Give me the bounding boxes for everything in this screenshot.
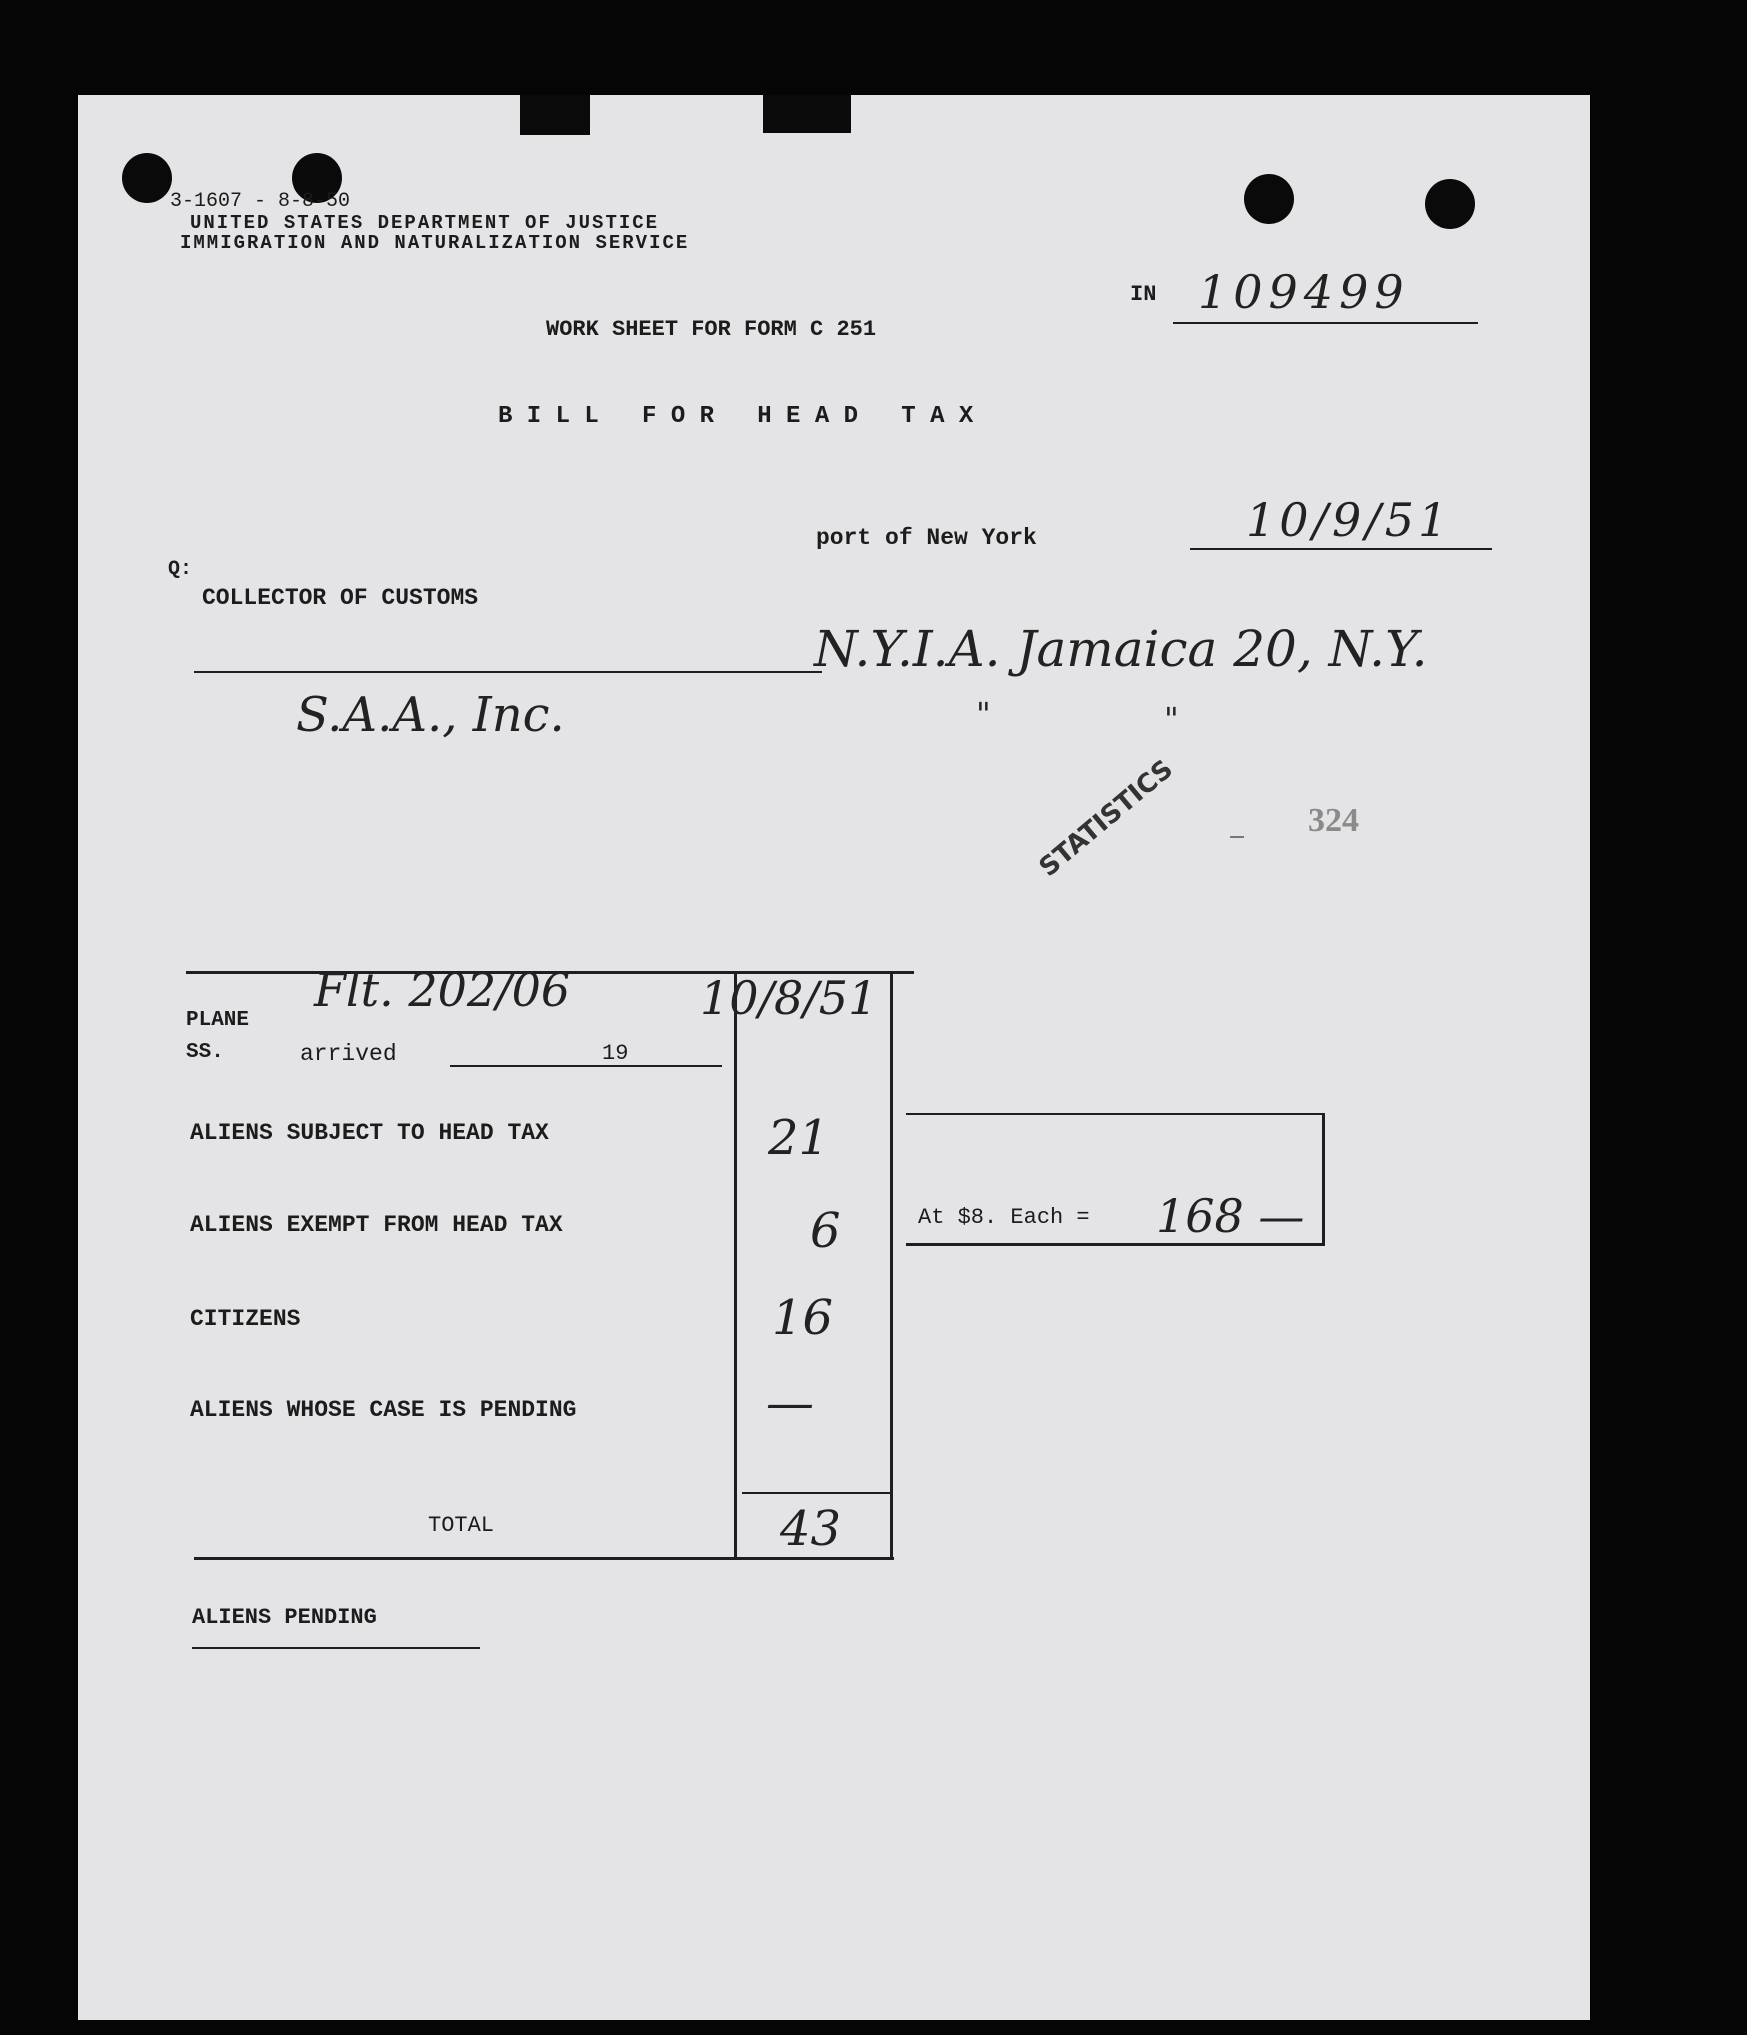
arrival-date: 10/8/51 bbox=[700, 971, 878, 1025]
row-value-exempt: 6 bbox=[810, 1203, 841, 1259]
tax-box-top bbox=[906, 1113, 1325, 1115]
arrived-label: arrived bbox=[300, 1041, 397, 1067]
bill-date: 10/9/51 bbox=[1246, 493, 1452, 547]
total-label: TOTAL bbox=[428, 1513, 495, 1538]
total-value: 43 bbox=[780, 1501, 842, 1557]
row-label-subject: ALIENS SUBJECT TO HEAD TAX bbox=[190, 1120, 549, 1146]
flight-number: Flt. 202/06 bbox=[314, 963, 571, 1017]
ditto-mark-2: " bbox=[1164, 700, 1179, 738]
collector-label: COLLECTOR OF CUSTOMS bbox=[202, 585, 479, 611]
year-prefix: 19 bbox=[602, 1041, 629, 1066]
tax-rate-label: At $8. Each = bbox=[918, 1205, 1090, 1230]
in-number-underline bbox=[1173, 322, 1478, 324]
stamp-dash bbox=[1230, 836, 1244, 838]
table-bottom-border bbox=[194, 1557, 894, 1560]
table-divider-right bbox=[890, 971, 893, 1558]
handwritten-address: N.Y.I.A. Jamaica 20, N.Y. bbox=[814, 620, 1428, 678]
stamp-number: 324 bbox=[1308, 802, 1359, 839]
row-value-pending-case: — bbox=[766, 1375, 814, 1431]
total-separator bbox=[742, 1492, 892, 1494]
punch-hole-1 bbox=[122, 153, 172, 203]
handwritten-carrier: S.A.A., Inc. bbox=[296, 687, 565, 743]
aliens-pending-underline bbox=[192, 1647, 480, 1649]
service-name: IMMIGRATION AND NATURALIZATION SERVICE bbox=[180, 232, 690, 254]
tax-total-value: 168 — bbox=[1156, 1189, 1305, 1243]
arrived-date-line bbox=[450, 1065, 722, 1067]
ditto-mark-1: " bbox=[976, 695, 991, 733]
ss-label: SS. bbox=[186, 1041, 224, 1064]
port-label: port of New York bbox=[816, 525, 1037, 551]
top-tab-left bbox=[520, 95, 590, 135]
row-value-citizens: 16 bbox=[772, 1290, 834, 1346]
row-label-pending-case: ALIENS WHOSE CASE IS PENDING bbox=[190, 1397, 577, 1423]
in-label: IN bbox=[1130, 282, 1157, 307]
row-label-citizens: CITIZENS bbox=[190, 1306, 301, 1332]
statistics-stamp: STATISTICS bbox=[1033, 754, 1179, 883]
address-line bbox=[194, 671, 822, 673]
aliens-pending-label: ALIENS PENDING bbox=[192, 1605, 377, 1630]
department-name: UNITED STATES DEPARTMENT OF JUSTICE bbox=[190, 212, 660, 234]
tax-box-bottom bbox=[906, 1243, 1325, 1246]
tax-box-right bbox=[1322, 1113, 1325, 1245]
punch-hole-4 bbox=[1425, 179, 1475, 229]
worksheet-title: WORK SHEET FOR FORM C 251 bbox=[546, 317, 877, 342]
punch-hole-3 bbox=[1244, 174, 1294, 224]
bill-title: B I L L F O R H E A D T A X bbox=[498, 403, 974, 430]
to-prefix: Q: bbox=[168, 558, 193, 581]
row-value-subject: 21 bbox=[768, 1110, 830, 1166]
top-tab-right bbox=[763, 95, 851, 133]
plane-label: PLANE bbox=[186, 1009, 250, 1032]
in-number-value: 109499 bbox=[1198, 265, 1410, 319]
form-code: 3-1607 - 8-8-50 bbox=[170, 190, 351, 213]
date-underline bbox=[1190, 548, 1492, 550]
table-divider-left bbox=[734, 971, 737, 1558]
row-label-exempt: ALIENS EXEMPT FROM HEAD TAX bbox=[190, 1212, 563, 1238]
document-page bbox=[78, 95, 1590, 2020]
